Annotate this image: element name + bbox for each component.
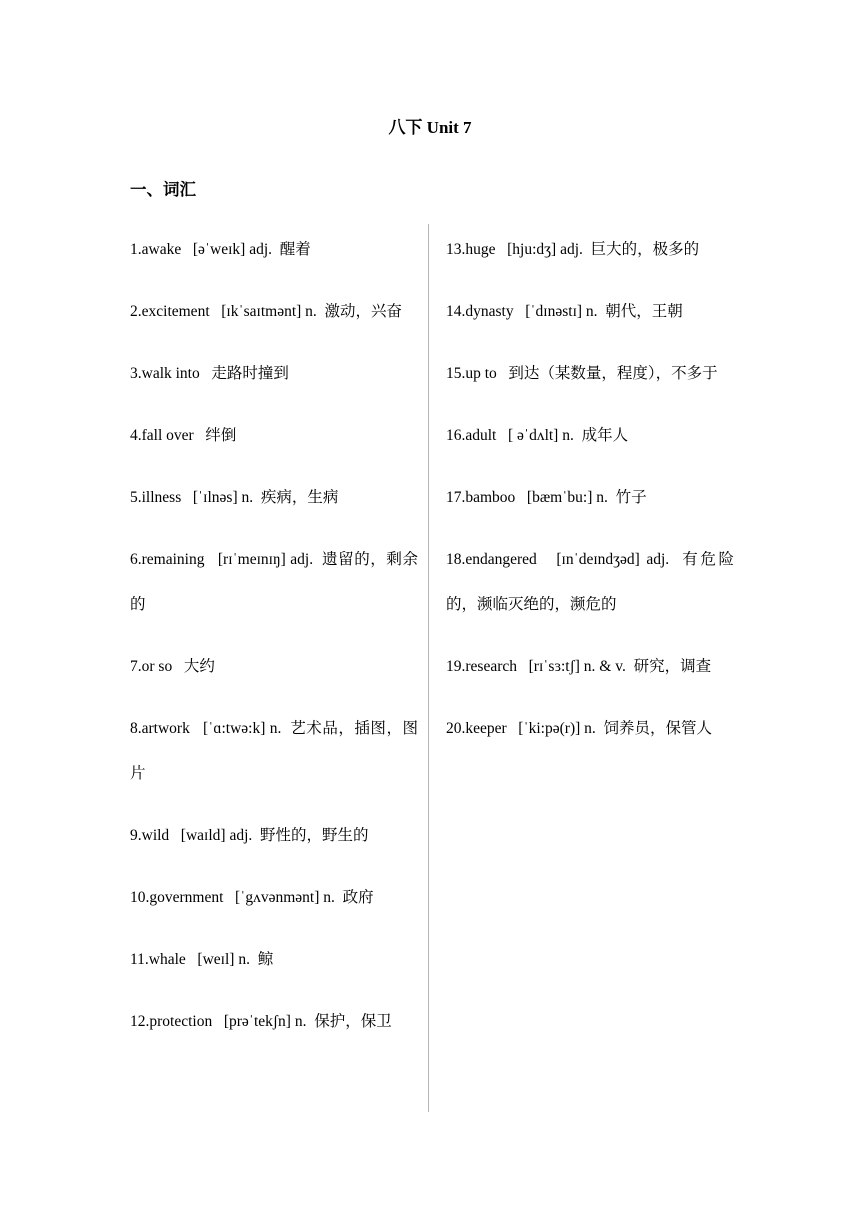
vocab-column-right (446, 227, 734, 768)
vocab-entry (130, 475, 418, 520)
vocab-entry-text: 6.remaining [rɪˈmeɪnɪŋ] adj. 遗留的，剩余的 (130, 551, 418, 613)
vocab-entry (130, 937, 418, 982)
vocab-column-left (130, 227, 418, 1061)
vocab-entry-text: 18.endangered [ɪnˈdeɪndʒəd] adj. 有危险的，濒临灭绝的，濒危的 (446, 551, 734, 613)
vocab-entry (446, 227, 734, 272)
vocab-entry-text: 7.or so 大约 (130, 658, 215, 675)
vocab-entry (130, 351, 418, 396)
vocab-entry (446, 413, 734, 458)
vocab-entry (130, 413, 418, 458)
vocab-entry (446, 644, 734, 689)
vocab-entry-text: 2.excitement [ɪkˈsaɪtmənt] n. 激动，兴奋 (130, 303, 403, 320)
vocab-entry (130, 875, 418, 920)
vocab-entry (130, 706, 418, 796)
vocab-entry-text: 15.up to 到达（某数量，程度），不多于 (446, 365, 718, 382)
vocab-entry (130, 537, 418, 627)
vocab-entry-text: 11.whale [weɪl] n. 鲸 (130, 951, 274, 968)
vocab-entry (130, 813, 418, 858)
vocab-entry (130, 644, 418, 689)
vocab-entry-text: 17.bamboo [bæmˈbu:] n. 竹子 (446, 489, 647, 506)
vocab-entry-text: 20.keeper [ˈki:pə(r)] n. 饲养员，保管人 (446, 720, 713, 737)
vocab-entry-text: 4.fall over 绊倒 (130, 427, 237, 444)
vocab-entry-text: 19.research [rɪˈsɜ:tʃ] n. & v. 研究，调查 (446, 658, 712, 675)
vocab-entry (130, 227, 418, 272)
vocab-entry (446, 289, 734, 334)
vocab-entry-text: 10.government [ˈgʌvənmənt] n. 政府 (130, 889, 374, 906)
vocab-entry (130, 999, 418, 1044)
column-divider (428, 224, 429, 1112)
vocab-entry-text: 8.artwork [ˈɑ:twə:k] n. 艺术品，插图，图片 (130, 720, 418, 782)
section-heading: 一、词汇 (130, 180, 196, 199)
vocab-entry (446, 706, 734, 751)
vocab-entry-text: 14.dynasty [ˈdɪnəstɪ] n. 朝代，王朝 (446, 303, 683, 320)
vocab-entry-text: 12.protection [prəˈtekʃn] n. 保护，保卫 (130, 1013, 392, 1030)
vocab-entry-text: 13.huge [hju:dʒ] adj. 巨大的，极多的 (446, 241, 700, 258)
vocab-entry-text: 9.wild [waɪld] adj. 野性的，野生的 (130, 827, 369, 844)
vocab-entry (446, 351, 734, 396)
vocab-entry (446, 537, 734, 627)
vocab-entry-text: 1.awake [əˈweɪk] adj. 醒着 (130, 241, 311, 258)
vocab-entry (130, 289, 418, 334)
page-title: 八下 Unit 7 (388, 118, 472, 137)
vocab-entry-text: 3.walk into 走路时撞到 (130, 365, 289, 382)
vocab-entry-text: 5.illness [ˈɪlnəs] n. 疾病，生病 (130, 489, 339, 506)
vocab-entry-text: 16.adult [ əˈdʌlt] n. 成年人 (446, 427, 629, 444)
vocab-entry (446, 475, 734, 520)
